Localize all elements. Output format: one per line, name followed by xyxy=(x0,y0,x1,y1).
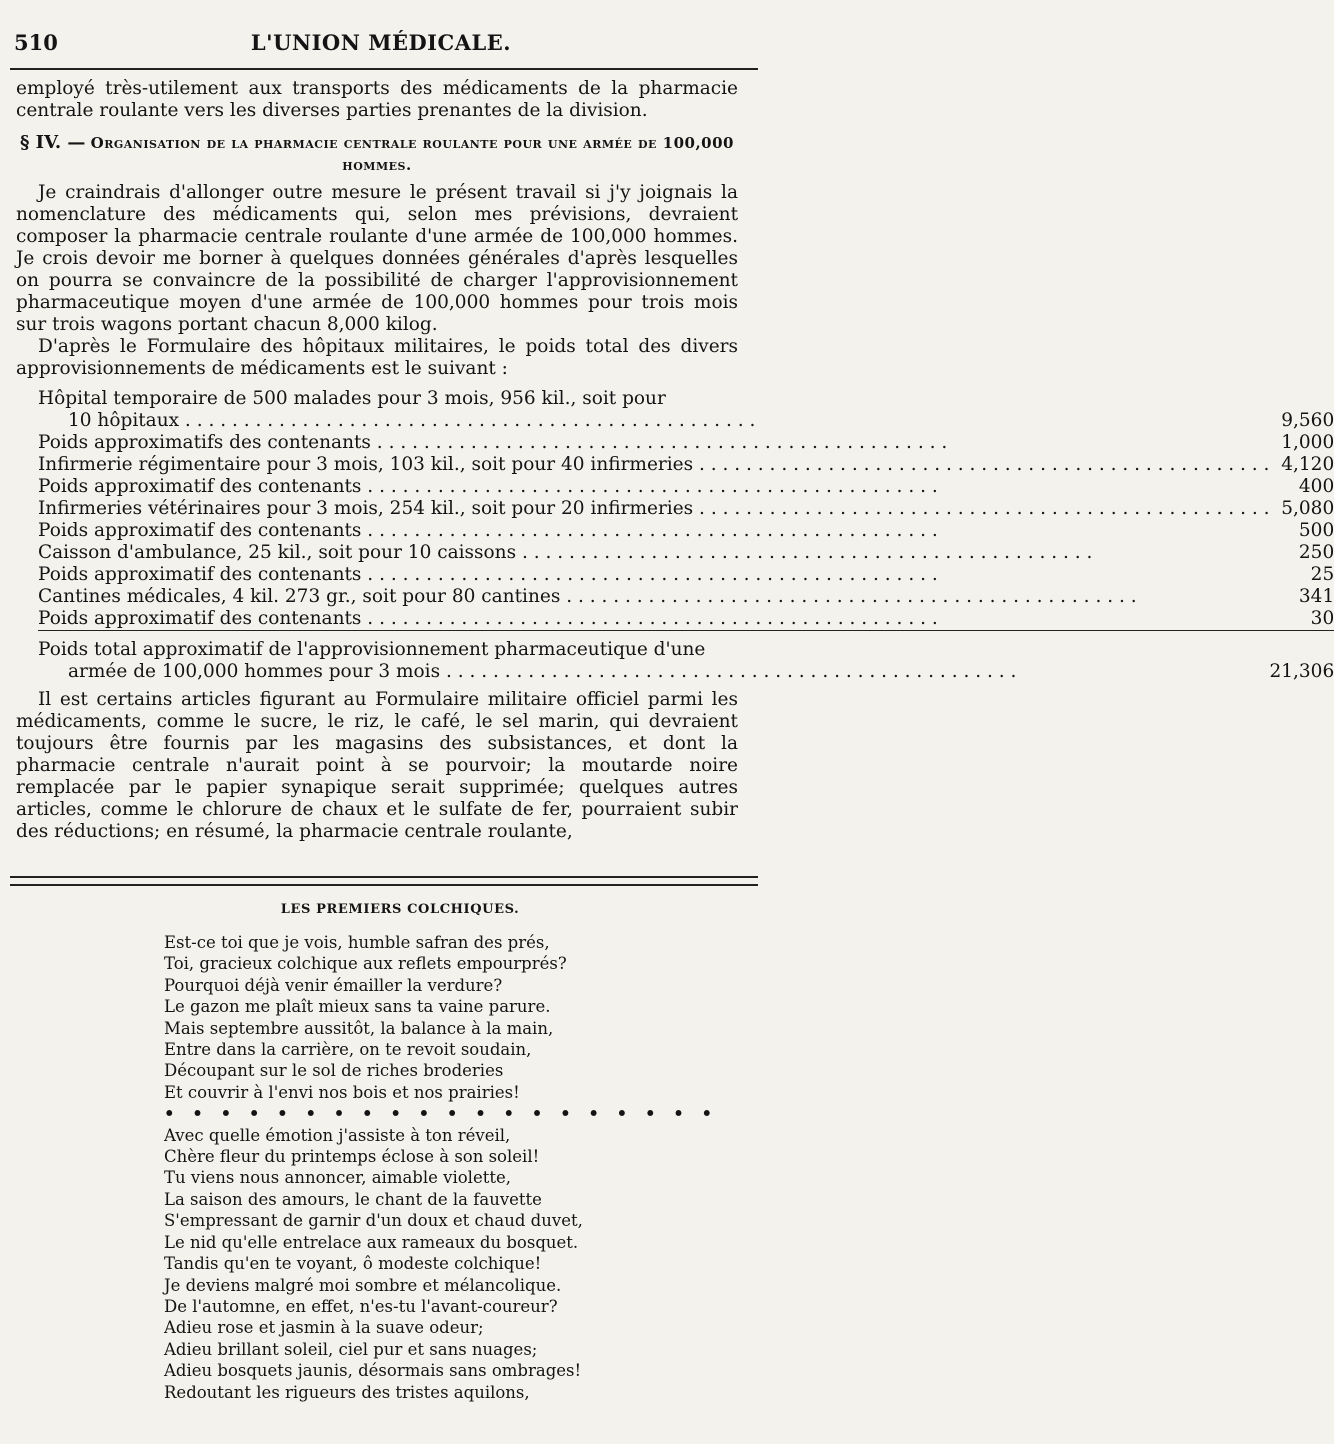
poem-line: Adieu rose et jasmin à la suave odeur; xyxy=(164,1318,484,1338)
poem-line: Entre dans la carrière, on te revoit soudain, xyxy=(164,1040,532,1060)
article-body xyxy=(16,78,1334,843)
row-label xyxy=(38,608,1269,631)
row-label: Hôpital temporaire de 500 malades pour 3 mois, 956 kil., soit pour xyxy=(38,388,666,409)
table-row xyxy=(38,498,1334,520)
dot-leader xyxy=(361,520,937,541)
dot-leader xyxy=(440,661,1016,682)
poem-line: Je deviens malgré moi sombre et mélancolique. xyxy=(164,1275,562,1295)
section-heading xyxy=(16,132,738,176)
intro-paragraph: employé très-utilement aux transports des médicaments de la pharmacie centrale roulante vers les diverses parties prenantes de la division. xyxy=(16,78,738,121)
table-row xyxy=(38,661,1334,683)
journal-title: L'UNION MÉDICALE. xyxy=(250,30,512,55)
poem-line: Chère fleur du printemps éclose à son soleil! xyxy=(164,1147,540,1167)
row-label-text: Poids approximatifs des contenants xyxy=(38,432,371,453)
stanza-separator: • • • • • • • • • • • • • • • • • • • • xyxy=(164,1104,719,1124)
table-row xyxy=(38,388,1334,410)
dot-leader xyxy=(371,432,947,453)
total-label: Poids total approximatif de l'approvisionnement pharmaceutique d'une xyxy=(38,639,706,660)
page-number: 510 xyxy=(14,30,58,55)
section-divider xyxy=(10,876,758,886)
row-label-text: Cantines médicales, 4 kil. 273 gr., soit pour 80 cantines xyxy=(38,586,561,607)
row-value: 4,120 xyxy=(1281,454,1334,475)
row-label xyxy=(38,476,1269,498)
poem-line: Est-ce toi que je vois, humble safran des prés, xyxy=(164,933,550,952)
table-row xyxy=(38,564,1334,586)
row-label xyxy=(38,498,1269,520)
row-label-text: 10 hôpitaux xyxy=(68,410,180,431)
dot-leader xyxy=(516,542,1092,563)
total-label xyxy=(38,661,1269,683)
dot-leader xyxy=(361,608,937,629)
poem-line: La saison des amours, le chant de la fauvette xyxy=(164,1189,542,1209)
table-row xyxy=(38,635,1334,661)
total-label-text: armée de 100,000 hommes pour 3 mois xyxy=(68,661,441,682)
row-label-text: Caisson d'ambulance, 25 kil., soit pour 10 caissons xyxy=(38,542,517,563)
poem-line: Avec quelle émotion j'assiste à ton réveil, xyxy=(164,1125,511,1145)
row-value: 1,000 xyxy=(1281,432,1334,453)
table-row xyxy=(38,520,1334,542)
row-value: 250 xyxy=(1298,542,1334,563)
closing-paragraph: Il est certains articles figurant au Formulaire militaire officiel parmi les médicaments, comme le sucre, le riz, le café, le sel marin, qui devraient toujours être fournis par les magasins des subsistances, et dont la pharmacie centrale n'aurait point à se pourvoir; la moutarde noire remplacée par le papier synapique serait supprimée; quelques autres articles, comme le chlorure de chaux et le sulfate de fer, pourraient subir des réductions; en résumé, la pharmacie centrale roulante, xyxy=(16,689,738,842)
poem-line: Mais septembre aussitôt, la balance à la main, xyxy=(164,1018,554,1038)
row-label xyxy=(38,564,1269,586)
row-value: 400 xyxy=(1298,476,1334,497)
dot-leader xyxy=(179,410,755,431)
table-row xyxy=(38,476,1334,498)
table-row xyxy=(38,542,1334,564)
poem-line: Adieu brillant soleil, ciel pur et sans nuages; xyxy=(164,1339,538,1359)
row-label-text: Infirmeries vétérinaires pour 3 mois, 254 kil., soit pour 20 infirmeries xyxy=(38,498,694,519)
table-row xyxy=(38,410,1334,432)
table-row xyxy=(38,586,1334,608)
poem-line: Découpant sur le sol de riches broderies xyxy=(164,1061,504,1081)
poem-line: Pourquoi déjà venir émailler la verdure? xyxy=(164,975,503,995)
row-value: 5,080 xyxy=(1281,498,1334,519)
running-header xyxy=(10,24,752,60)
row-label-text: Poids approximatif des contenants xyxy=(38,608,362,629)
dot-leader xyxy=(560,586,1136,607)
table-row xyxy=(38,608,1334,631)
row-value: 341 xyxy=(1298,586,1334,607)
row-label xyxy=(38,432,1269,454)
header-rule xyxy=(10,68,758,70)
poem xyxy=(164,932,724,1403)
poem-line: De l'automne, en effet, n'es-tu l'avant-coureur? xyxy=(164,1296,558,1316)
table-row xyxy=(38,432,1334,454)
row-label-text: Infirmerie régimentaire pour 3 mois, 103 kil., soit pour 40 infirmeries xyxy=(38,454,694,475)
poem-line: Adieu bosquets jaunis, désormais sans ombrages! xyxy=(164,1361,582,1381)
row-value: 500 xyxy=(1298,520,1334,541)
row-label xyxy=(38,410,1269,432)
total-value: 21,306 xyxy=(1269,661,1334,682)
paragraph-2: D'après le Formulaire des hôpitaux militaires, le poids total des divers approvisionnements de médicaments est le suivant : xyxy=(16,336,738,379)
table-row xyxy=(38,454,1334,476)
section-number: § IV. — xyxy=(19,132,86,153)
row-label-text: Poids approximatif des contenants xyxy=(38,564,362,585)
dot-leader xyxy=(361,476,937,497)
row-label xyxy=(38,586,1269,608)
paragraph-1: Je craindrais d'allonger outre mesure le présent travail si j'y joignais la nomenclature des médicaments qui, selon mes prévisions, devraient composer la pharmacie centrale roulante d'une armée de 100,000 hommes. Je crois devoir me borner à quelques données générales d'après lesquelles on pourra se convaincre de la possibilité de charger l'approvisionnement pharmaceutique moyen d'une armée de 100,000 hommes pour trois mois sur trois wagons portant chacun 8,000 kilog. xyxy=(16,182,738,335)
poem-line: Le gazon me plaît mieux sans ta vaine parure. xyxy=(164,997,551,1017)
dot-leader xyxy=(693,454,1269,475)
row-label-text: Poids approximatif des contenants xyxy=(38,520,362,541)
row-label xyxy=(38,542,1269,564)
row-label xyxy=(38,454,1269,476)
dot-leader xyxy=(693,498,1269,519)
poem-line: Redoutant les rigueurs des tristes aquilons, xyxy=(164,1382,530,1402)
supplies-table xyxy=(38,388,1334,683)
poem-line: Tandis qu'en te voyant, ô modeste colchique! xyxy=(164,1254,542,1274)
row-value: 25 xyxy=(1310,564,1334,585)
poem-line: S'empressant de garnir d'un doux et chaud duvet, xyxy=(164,1211,583,1231)
row-label-text: Poids approximatif des contenants xyxy=(38,476,362,497)
row-value: 30 xyxy=(1310,608,1334,629)
section-title: Organisation de la pharmacie centrale roulante pour une armée de 100,000 hommes. xyxy=(90,134,734,174)
row-label xyxy=(38,520,1269,542)
poem-line: Et couvrir à l'envi nos bois et nos prairies! xyxy=(164,1082,520,1102)
poem-title: LES PREMIERS COLCHIQUES. xyxy=(280,902,520,917)
poem-line: Toi, gracieux colchique aux reflets empourprés? xyxy=(164,954,567,974)
dot-leader xyxy=(361,564,937,585)
row-value: 9,560 xyxy=(1281,410,1334,431)
poem-line: Tu viens nous annoncer, aimable violette, xyxy=(164,1168,511,1188)
poem-line: Le nid qu'elle entrelace aux rameaux du bosquet. xyxy=(164,1232,579,1252)
